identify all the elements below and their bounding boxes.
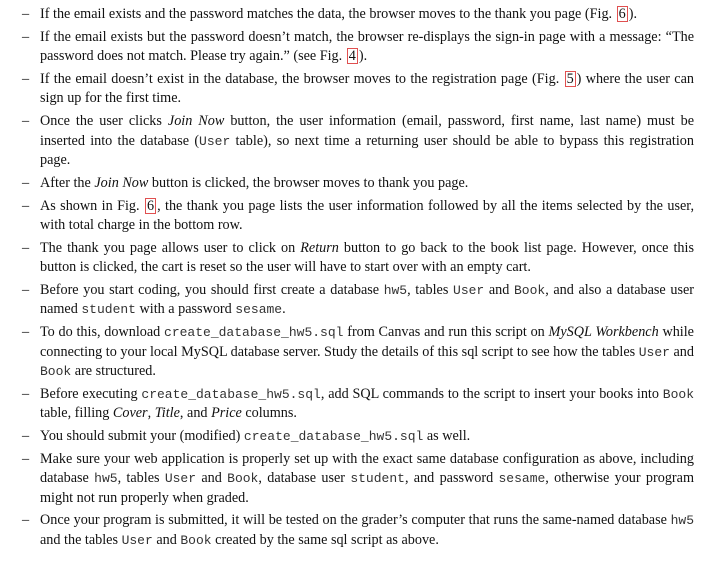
emphasis-text: Title xyxy=(154,405,180,422)
body-text: . xyxy=(282,301,286,318)
list-bullet: – xyxy=(22,174,30,191)
body-text: You should submit your (modified) xyxy=(40,428,244,445)
body-text: button to go back to the book list page. However, once this button is clicked, the cart is reset so the user will have to start over with an empty cart. xyxy=(40,239,694,276)
emphasis-text: Join Now xyxy=(94,174,149,191)
body-text: Make sure your web application is properly set up with the exact same database configuration as above, including database xyxy=(40,450,694,487)
body-text: ). xyxy=(358,48,368,65)
figure-reference-link[interactable]: 4 xyxy=(348,48,356,65)
code-text: hw5 xyxy=(383,283,408,299)
list-item xyxy=(0,197,712,236)
code-text: Book xyxy=(40,364,72,380)
body-text: button, the user information (email, password, first name, last name) must be inserted into the database ( xyxy=(40,113,695,149)
list-bullet: – xyxy=(22,113,30,130)
body-text: and xyxy=(152,531,181,548)
figure-reference-link[interactable]: 6 xyxy=(618,6,626,22)
list-bullet: – xyxy=(22,512,30,529)
body-text: , the thank you page lists the user information followed by all the items selected by the user, with total charge in the bottom row. xyxy=(40,197,694,234)
list-item xyxy=(0,450,712,508)
body-text: ) where the user can sign up for the first time. xyxy=(40,71,694,107)
body-text: As shown in Fig. xyxy=(40,197,144,214)
body-text: as well. xyxy=(423,428,471,445)
body-text: , add SQL commands to the script to insert your books into xyxy=(320,385,663,402)
body-text: table, filling xyxy=(40,405,113,422)
figure-reference-link[interactable]: 6 xyxy=(146,197,155,214)
list-bullet: – xyxy=(22,385,30,402)
list-bullet: – xyxy=(22,197,30,214)
body-text: created by the same sql script as above. xyxy=(211,531,439,548)
body-text: , tables xyxy=(117,470,165,487)
code-text: User xyxy=(121,532,153,548)
body-text: , and password xyxy=(404,470,499,487)
code-text: create_database_hw5.sql xyxy=(141,386,321,402)
list-item xyxy=(0,511,712,550)
emphasis-text: Cover xyxy=(112,405,148,422)
body-text: from Canvas and run this script on xyxy=(343,324,549,341)
list-item xyxy=(0,323,712,381)
body-text: If the email exists and the password matches the data, the browser moves to the thank you page (Fig. xyxy=(40,6,616,22)
body-text: and xyxy=(196,470,228,487)
body-text: If the email exists but the password doesn’t match, the browser re-displays the sign-in page with a message: “The password does not match. Please try again.” (see Fig. xyxy=(40,28,694,65)
code-text: sesame xyxy=(235,302,283,318)
code-text: Book xyxy=(227,471,259,487)
body-text: ). xyxy=(628,6,638,22)
body-text: Once the user clicks xyxy=(40,113,168,130)
emphasis-text: Join Now xyxy=(167,113,225,130)
list-item xyxy=(0,385,712,424)
body-text: and xyxy=(669,343,694,360)
list-item xyxy=(0,5,712,24)
body-text: , database user xyxy=(258,470,351,487)
emphasis-text: Price xyxy=(211,405,242,422)
code-text: create_database_hw5.sql xyxy=(164,325,344,341)
figure-reference-link[interactable]: 5 xyxy=(566,71,574,87)
body-text: If the email doesn’t exist in the database, the browser moves to the registration page (Fig. xyxy=(40,71,564,87)
list-item xyxy=(0,28,712,67)
list-bullet: – xyxy=(22,428,30,445)
body-text: button is clicked, the browser moves to thank you page. xyxy=(148,174,469,191)
code-text: Book xyxy=(513,283,546,299)
list-item xyxy=(0,70,712,109)
code-text: create_database_hw5.sql xyxy=(243,429,424,445)
code-text: Book xyxy=(180,532,212,548)
body-text: Before executing xyxy=(40,385,142,402)
body-text: To do this, download xyxy=(40,324,165,341)
code-text: Book xyxy=(662,386,695,402)
code-text: hw5 xyxy=(94,471,118,487)
list-item xyxy=(0,174,712,193)
body-text: with a password xyxy=(135,301,236,318)
body-text: , and also a database user named xyxy=(40,282,694,318)
body-text: while connecting to your local MySQL database server. Study the details of this sql script to see how the tables xyxy=(40,324,694,360)
body-text: After the xyxy=(40,174,95,191)
body-text: table), so next time a returning user should be able to bypass this registration page. xyxy=(40,132,694,169)
body-text: Once your program is submitted, it will be tested on the grader’s computer that runs the same-named database xyxy=(40,512,671,529)
code-text: User xyxy=(638,344,670,360)
list-bullet: – xyxy=(22,71,30,87)
body-text: The thank you page allows user to click on xyxy=(40,239,301,256)
code-text: student xyxy=(350,471,405,487)
list-item xyxy=(0,427,712,446)
emphasis-text: Return xyxy=(300,239,339,256)
list-item xyxy=(0,281,712,320)
list-item xyxy=(0,112,712,170)
code-text: User xyxy=(164,471,197,487)
body-text: , tables xyxy=(407,282,454,299)
list-bullet: – xyxy=(22,282,30,299)
body-text: columns. xyxy=(241,405,297,422)
body-text: are structured. xyxy=(71,363,156,380)
code-text: hw5 xyxy=(670,513,694,529)
body-text: , xyxy=(147,405,155,422)
body-text: , and xyxy=(179,405,212,422)
list-item xyxy=(0,239,712,278)
body-text: , otherwise your program might not run properly when graded. xyxy=(40,470,694,506)
body-text: Before you start coding, you should first create a database xyxy=(40,282,384,299)
code-text: student xyxy=(81,302,136,318)
list-bullet: – xyxy=(22,28,30,45)
list-bullet: – xyxy=(22,450,30,467)
code-text: User xyxy=(453,283,485,299)
body-text: and xyxy=(484,282,514,299)
list-bullet: – xyxy=(22,6,30,22)
body-text: and the tables xyxy=(40,531,122,548)
list-bullet: – xyxy=(22,324,30,341)
code-text: User xyxy=(199,133,231,149)
code-text: sesame xyxy=(498,471,546,487)
emphasis-text: MySQL Workbench xyxy=(548,324,659,341)
list-bullet: – xyxy=(22,239,30,256)
